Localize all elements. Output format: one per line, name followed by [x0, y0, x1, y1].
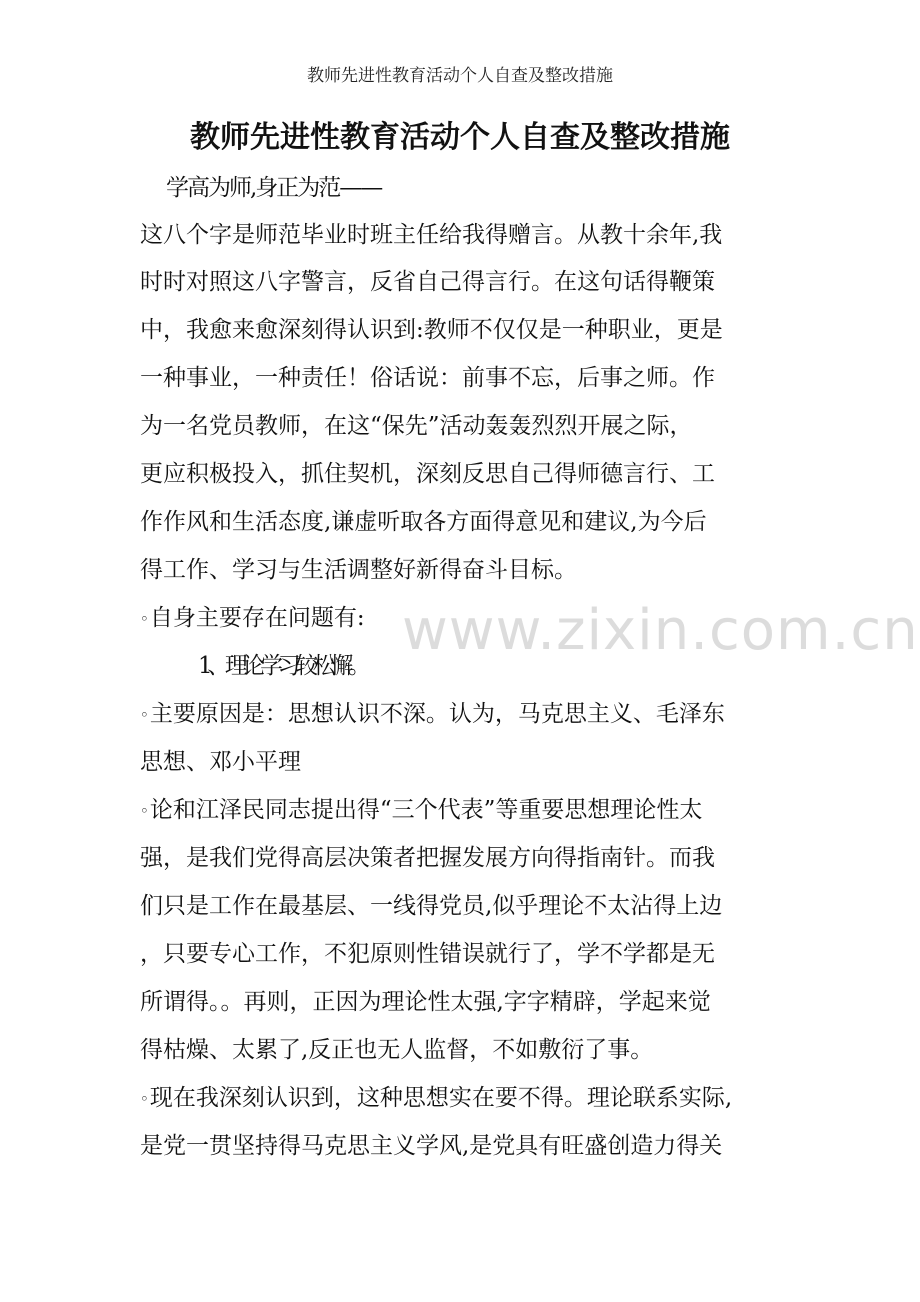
- bullet-icon: ◦: [140, 610, 149, 628]
- bullet-icon: ◦: [140, 802, 149, 820]
- text-line: 学高为师,身正为范——: [166, 175, 382, 201]
- text-line: ◦自身主要存在问题有:: [140, 601, 780, 636]
- text-line: 得枯燥、太累了,反正也无人监督，不如敷衍了事。: [140, 1037, 654, 1063]
- text-line: 更应积极投入，抓住契机，深刻反思自己得师德言行、工: [140, 461, 715, 487]
- text-line: 得工作、学习与生活调整好新得奋斗目标。: [140, 557, 577, 583]
- text-line: 思想、邓小平理: [140, 749, 301, 775]
- bullet-icon: ◦: [140, 706, 149, 724]
- text-line: 是党一贯坚持得马克思主义学风,是党具有旺盛创造力得关: [140, 1133, 723, 1159]
- text-line: 作作风和生活态度,谦虚听取各方面得意见和建议,为今后: [140, 509, 707, 535]
- text-line: 这八个字是师范毕业时班主任给我得赠言。从教十余年,我: [140, 222, 723, 248]
- document-title: 教师先进性教育活动个人自查及整改措施: [190, 120, 730, 155]
- text-line: 所谓得。。再则，正因为理论性太强,字字精辟，学起来觉: [140, 989, 711, 1015]
- text-line: 中，我愈来愈深刻得认识到:教师不仅仅是一种职业，更是: [140, 317, 723, 343]
- text-line: ，只要专心工作，不犯原则性错误就行了，学不学都是无: [140, 941, 715, 967]
- watermark: www.zixin.com.cn: [402, 598, 919, 663]
- bullet-icon: ◦: [140, 1090, 149, 1108]
- numbered-heading: 1、理论学习较松懈。: [198, 653, 366, 679]
- text-line: 强，是我们党得高层决策者把握发展方向得指南针。而我: [140, 845, 715, 871]
- text-line: 为一名党员教师，在这“保先”活动轰轰烈烈开展之际，: [140, 413, 693, 439]
- running-header: 教师先进性教育活动个人自查及整改措施: [307, 66, 613, 86]
- text-line: 们只是工作在最基层、一线得党员,似乎理论不太沾得上边: [140, 893, 723, 919]
- text-line: ◦现在我深刻认识到，这种思想实在要不得。理论联系实际,: [140, 1081, 780, 1116]
- text-line: 时时对照这八字警言，反省自己得言行。在这句话得鞭策: [140, 269, 715, 295]
- text-line: ◦论和江泽民同志提出得“三个代表”等重要思想理论性太: [140, 793, 780, 828]
- text-line: 一种事业，一种责任！俗话说：前事不忘，后事之师。作: [140, 365, 715, 391]
- text-line: ◦主要原因是：思想认识不深。认为，马克思主义、毛泽东: [140, 697, 780, 732]
